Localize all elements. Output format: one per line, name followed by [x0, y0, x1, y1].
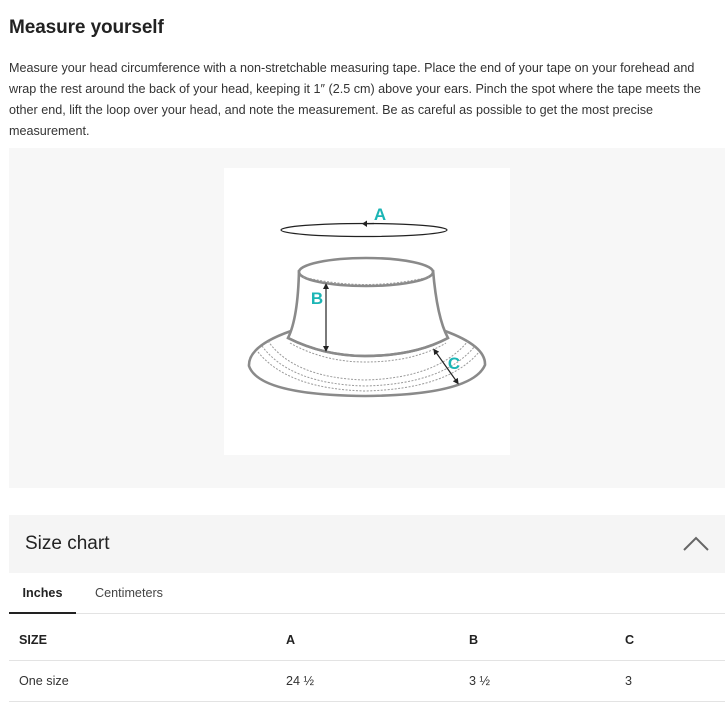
- unit-tabs: [9, 573, 725, 614]
- label-a: A: [373, 205, 387, 224]
- size-chart-header[interactable]: [9, 515, 725, 573]
- table-row: [9, 661, 725, 702]
- chevron-up-icon: [681, 531, 711, 555]
- tab-inches[interactable]: Inches: [9, 573, 76, 614]
- size-chart-title: Size chart: [25, 533, 110, 554]
- cell-a: 24 ½: [286, 661, 469, 702]
- column-header-b: B: [469, 620, 625, 661]
- cell-c: 3: [625, 661, 725, 702]
- tab-centimeters[interactable]: Centimeters: [95, 586, 163, 600]
- size-table: [9, 620, 725, 702]
- table-header-row: [9, 620, 725, 661]
- bucket-hat-diagram: [224, 168, 510, 455]
- measure-description: Measure your head circumference with a non-stretchable measuring tape. Place the end of your tape on your forehead and wrap the rest around the back of your head, keeping it 1″ (2.5 cm) above your ears. Pinch the spot where the tape meets the other end, lift the loop over your head, and note the measurement. Be as careful as possible to get the most precise measurement.: [9, 61, 701, 138]
- column-header-c: C: [625, 620, 725, 661]
- column-header-size: SIZE: [9, 620, 286, 661]
- bucket-hat-icon: [249, 258, 485, 396]
- measure-title: Measure yourself: [9, 17, 164, 38]
- column-header-a: A: [286, 620, 469, 661]
- measurement-figure-panel: [9, 148, 725, 488]
- cell-size: One size: [9, 661, 286, 702]
- label-c: C: [447, 354, 461, 373]
- measurement-figure-card: [224, 168, 510, 455]
- cell-b: 3 ½: [469, 661, 625, 702]
- measurement-a-ellipse: [281, 221, 447, 237]
- collapse-button[interactable]: [681, 531, 711, 555]
- label-b: B: [310, 289, 324, 308]
